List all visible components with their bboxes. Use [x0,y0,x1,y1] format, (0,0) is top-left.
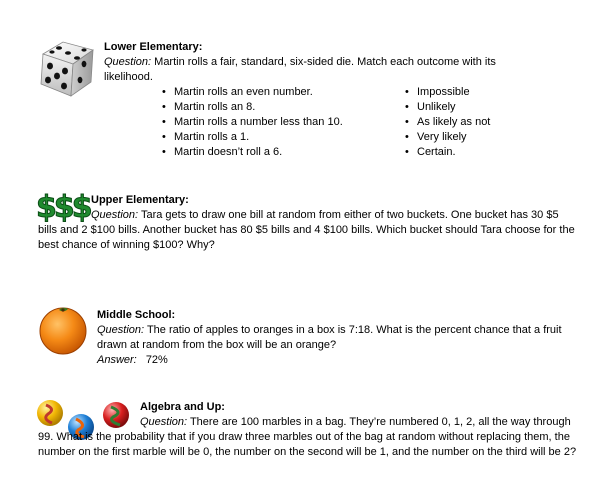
lower-heading: Lower Elementary: [104,41,203,53]
die-icon [37,40,97,98]
lower-question-text: Martin rolls a fair, standard, six-sided die. Match each outcome with its likelihood. [104,56,496,83]
upper-question-text: Tara gets to draw one bill at random from either of two buckets. One bucket has 30 $5 bills and 2 $100 bills. Another bucket has 80 $5 bills and 4 $100 bills. Which bucket should Tara choose for the best chance of winning $100? Why? [38,209,575,251]
list-item: • Martin rolls a 1. [162,130,343,145]
list-item: • Very likely [405,130,490,145]
list-item: • Certain. [405,145,490,160]
middle-answer-label: Answer: [97,354,137,366]
lower-question [104,55,544,85]
list-item: • Martin rolls a number less than 10. [162,115,343,130]
dollar-signs-icon: $$$ [36,190,90,225]
middle-answer-text: 72% [145,354,168,366]
likelihoods-list [405,85,490,160]
middle-heading: Middle School: [97,309,176,321]
list-item: • Martin rolls an 8. [162,100,343,115]
middle-question-text: The ratio of apples to oranges in a box is 7:18. What is the percent chance that a fruit drawn at random from the box will be an orange? [97,324,562,351]
algebra-heading: Algebra and Up: [140,401,225,413]
orange-icon [37,304,89,356]
list-item: • Martin doesn’t roll a 6. [162,145,343,160]
upper-heading: Upper Elementary: [91,194,189,206]
upper-question-label-spacer: Question: [91,209,139,221]
algebra-question [38,415,578,460]
lower-question-label: Question: [104,56,152,68]
algebra-question-label: Question: [140,416,188,428]
algebra-question-text: There are 100 marbles in a bag. They’re numbered 0, 1, 2, all the way through 99. What is the probability that if you draw three marbles out of the bag at random without replacing them, the number on the first marble will be 0, the number on the second will be 1, and the number on the third will be 2? [38,416,577,458]
list-item: • Impossible [405,85,490,100]
middle-question-label: Question: [97,324,145,336]
upper-question [38,208,578,253]
list-item: • Martin rolls an even number. [162,85,343,100]
list-item: • As likely as not [405,115,490,130]
list-item: • Unlikely [405,100,490,115]
outcomes-list [162,85,343,160]
middle-question [97,323,562,353]
middle-answer [97,353,168,368]
